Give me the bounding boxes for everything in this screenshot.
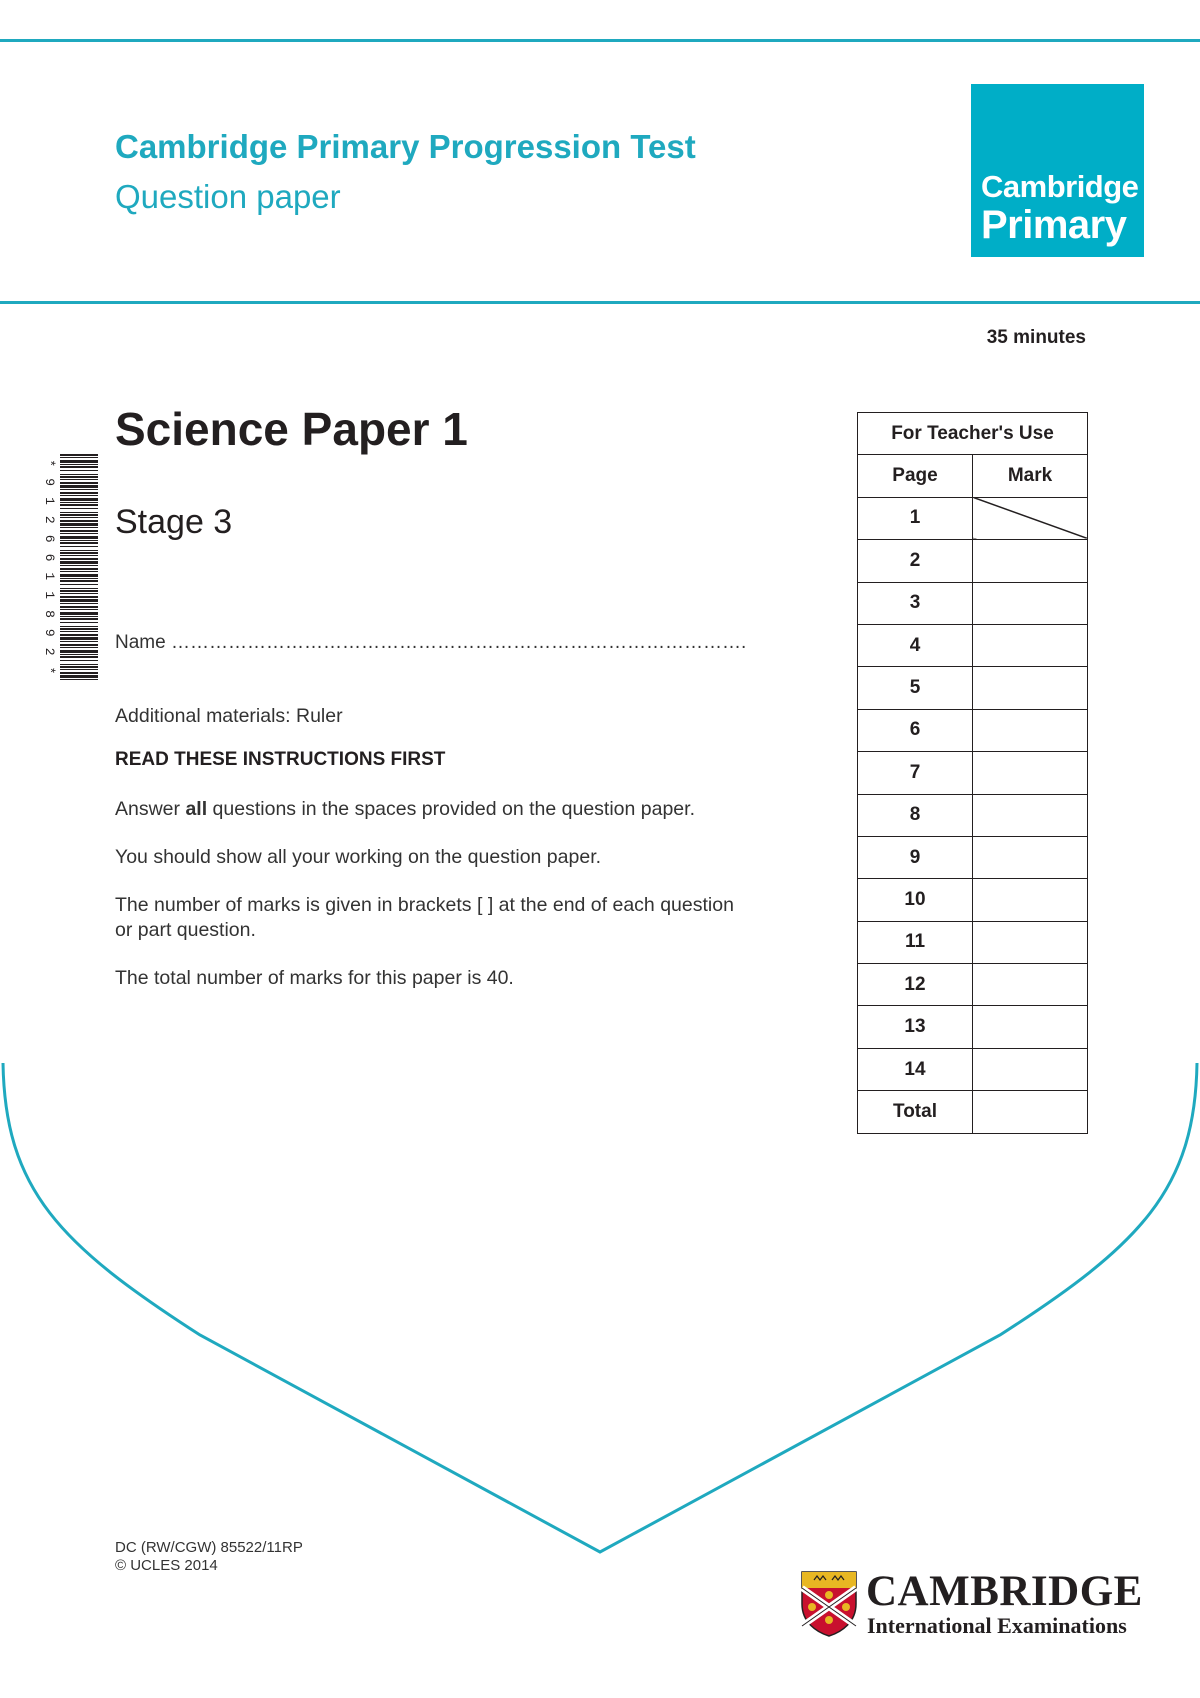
barcode-digit: * [42, 459, 57, 468]
mark-cell[interactable] [973, 921, 1088, 963]
mark-cell[interactable] [973, 582, 1088, 624]
barcode-bar [60, 568, 98, 570]
barcode-bar [60, 578, 98, 579]
barcode-bar [60, 527, 98, 528]
barcode-bar [60, 533, 98, 534]
barcode-bar [60, 641, 98, 642]
cambridge-crest-icon [800, 1570, 858, 1638]
page-number: 12 [858, 964, 973, 1006]
barcode-bar [60, 464, 98, 465]
barcode-bar [60, 457, 98, 458]
barcode-bar [60, 628, 98, 630]
barcode-digit: 1 [42, 591, 57, 600]
mark-cell[interactable] [973, 794, 1088, 836]
barcode-bar [60, 489, 98, 490]
barcode-bar [60, 609, 98, 610]
page-row [858, 624, 1088, 666]
barcode-bar [60, 558, 98, 560]
page-row [858, 582, 1088, 624]
mark-cell[interactable] [973, 1006, 1088, 1048]
column-header-mark: Mark [973, 455, 1088, 497]
barcode-bar [60, 479, 98, 480]
mark-cell[interactable] [973, 709, 1088, 751]
barcode-bar [60, 596, 98, 598]
page-row [858, 752, 1088, 794]
barcode-bar [60, 618, 98, 620]
barcode-bar [60, 669, 98, 670]
barcode-bar [60, 495, 98, 496]
mark-cell[interactable] [973, 540, 1088, 582]
barcode-bar [60, 540, 98, 541]
barcode-bar [60, 454, 98, 456]
barcode-bar [60, 584, 98, 585]
table-caption: For Teacher's Use [858, 413, 1088, 455]
instruction-answer-bold: all [185, 798, 208, 820]
barcode-bar [60, 660, 98, 661]
barcode-bar [60, 666, 98, 668]
logo-text-line1: Cambridge [981, 169, 1139, 204]
mark-cell-crossed [973, 497, 1088, 539]
page-number: 1 [858, 497, 973, 539]
page-row [858, 667, 1088, 709]
barcode-bar [60, 523, 98, 526]
barcode-bar [60, 552, 98, 554]
barcode-bar [60, 616, 98, 617]
barcode-digit: 9 [42, 628, 57, 637]
teacher-table-body [858, 497, 1088, 1133]
paper-title: Science Paper 1 [115, 403, 468, 455]
cambridge-primary-logo [971, 84, 1144, 257]
instruction-show-working: You should show all your working on the question paper. [115, 846, 602, 868]
stage-label: Stage 3 [115, 503, 233, 541]
barcode-bar [60, 498, 98, 501]
mark-cell[interactable] [973, 1048, 1088, 1090]
page-row [858, 921, 1088, 963]
barcode-bar [60, 622, 98, 623]
teacher-use-table [857, 412, 1088, 1134]
barcode-bar [60, 647, 98, 648]
duration-label: 35 minutes [986, 327, 1086, 348]
barcode-bar [60, 476, 98, 478]
barcode-bar [60, 542, 98, 544]
page-row [858, 497, 1088, 539]
name-field[interactable] [115, 632, 746, 654]
document-code: DC (RW/CGW) 85522/11RP [115, 1539, 303, 1556]
mark-cell[interactable] [973, 667, 1088, 709]
header-bottom-rule [0, 301, 1200, 304]
page-number: 6 [858, 709, 973, 751]
barcode-bar [60, 474, 98, 475]
page-number: 9 [858, 836, 973, 878]
barcode-bar [60, 561, 98, 564]
column-header-page: Page [858, 455, 973, 497]
barcode-bar [60, 580, 98, 582]
barcode-bar [60, 520, 98, 522]
barcode-bar [60, 679, 98, 680]
barcode-bar [60, 634, 98, 636]
barcode-bar [60, 546, 98, 547]
instructions-heading: READ THESE INSTRUCTIONS FIRST [115, 749, 446, 770]
barcode-bar [60, 482, 98, 484]
instruction-answer-post: questions in the spaces provided on the question paper. [207, 798, 695, 820]
barcode-bar [60, 571, 98, 572]
barcode-digit: * [42, 666, 57, 675]
barcode-bar [60, 555, 98, 556]
page-row [858, 794, 1088, 836]
barcode-digit: 1 [42, 497, 57, 505]
barcode-digit: 6 [42, 553, 57, 562]
total-label: Total [858, 1091, 973, 1133]
barcode-bar [60, 517, 98, 518]
barcode-bars [60, 454, 98, 680]
page-number: 13 [858, 1006, 973, 1048]
barcode-graphic [36, 454, 98, 680]
barcode-bar [60, 606, 98, 608]
barcode-bar [60, 644, 98, 646]
barcode-bar [60, 530, 98, 532]
mark-cell[interactable] [973, 624, 1088, 666]
page-row [858, 1048, 1088, 1090]
barcode-bar [60, 508, 98, 509]
barcode-bar [60, 650, 98, 653]
instruction-marks-line1: The number of marks is given in brackets [ ] at the end of each question [115, 894, 734, 916]
barcode-digit: 9 [42, 478, 57, 487]
barcode-bar [60, 656, 98, 658]
barcode-bar [60, 612, 98, 615]
barcode-bar [60, 672, 98, 674]
barcode-digit: 8 [42, 610, 57, 618]
cambridge-wordmark: CAMBRIDGE [866, 1568, 1143, 1615]
test-title: Cambridge Primary Progression Test [115, 128, 696, 165]
page-number: 14 [858, 1048, 973, 1090]
barcode-bar [60, 637, 98, 640]
barcode-bar [60, 550, 98, 551]
barcode-bar [60, 504, 98, 506]
page-number: 5 [858, 667, 973, 709]
barcode-bar [60, 631, 98, 632]
instruction-answer-pre: Answer [115, 798, 186, 820]
footer-code [115, 1539, 303, 1575]
page-number: 8 [858, 794, 973, 836]
page-number: 10 [858, 879, 973, 921]
name-dots: ………………………………………………………………………………. [170, 632, 747, 653]
barcode-bar [60, 593, 98, 594]
barcode-bar [60, 675, 98, 678]
additional-materials: Additional materials: Ruler [115, 705, 343, 727]
test-subtitle: Question paper [115, 178, 341, 215]
mark-cell[interactable] [973, 879, 1088, 921]
barcode-bar [60, 574, 98, 577]
instruction-total-marks: The total number of marks for this paper is 40. [115, 967, 514, 989]
barcode-digit: 2 [42, 515, 57, 524]
barcode-bar [60, 626, 98, 627]
barcode-bar [60, 460, 98, 463]
barcode-bar [60, 536, 98, 539]
barcode-bar [60, 565, 98, 566]
page-number: 4 [858, 624, 973, 666]
barcode-bar [60, 603, 98, 604]
barcode-bar [60, 485, 98, 488]
instruction-answer-all [115, 798, 695, 821]
barcode-bar [60, 664, 98, 665]
barcode-digit: 2 [42, 647, 57, 656]
barcode-bar [60, 492, 98, 494]
copyright: © UCLES 2014 [115, 1557, 218, 1574]
page-number: 7 [858, 752, 973, 794]
barcode-bar [60, 588, 98, 589]
total-mark-cell[interactable] [973, 1091, 1088, 1133]
barcode-bar [60, 470, 98, 471]
barcode-bar [60, 654, 98, 655]
barcode-bar [60, 599, 98, 602]
page-number: 2 [858, 540, 973, 582]
name-label: Name [115, 632, 166, 653]
instruction-marks-line2: or part question. [115, 919, 256, 941]
barcode-bar [60, 512, 98, 513]
page-row [858, 964, 1088, 1006]
barcode-bar [60, 590, 98, 592]
barcode-digit: 1 [42, 572, 57, 581]
page-row [858, 879, 1088, 921]
barcode-digits [42, 459, 57, 674]
barcode-bar [60, 514, 98, 516]
total-row [858, 1091, 1088, 1133]
barcode-digit: 6 [42, 534, 57, 543]
header-top-rule [0, 39, 1200, 42]
page-row [858, 836, 1088, 878]
page-row [858, 709, 1088, 751]
page-row [858, 540, 1088, 582]
mark-cell[interactable] [973, 752, 1088, 794]
mark-cell[interactable] [973, 964, 1088, 1006]
barcode-bar [60, 466, 98, 468]
page-number: 3 [858, 582, 973, 624]
page-number: 11 [858, 921, 973, 963]
logo-text-line2: Primary [981, 203, 1127, 247]
mark-cell[interactable] [973, 836, 1088, 878]
barcode-bar [60, 502, 98, 503]
cie-wordmark: International Examinations [867, 1613, 1127, 1638]
page-row [858, 1006, 1088, 1048]
